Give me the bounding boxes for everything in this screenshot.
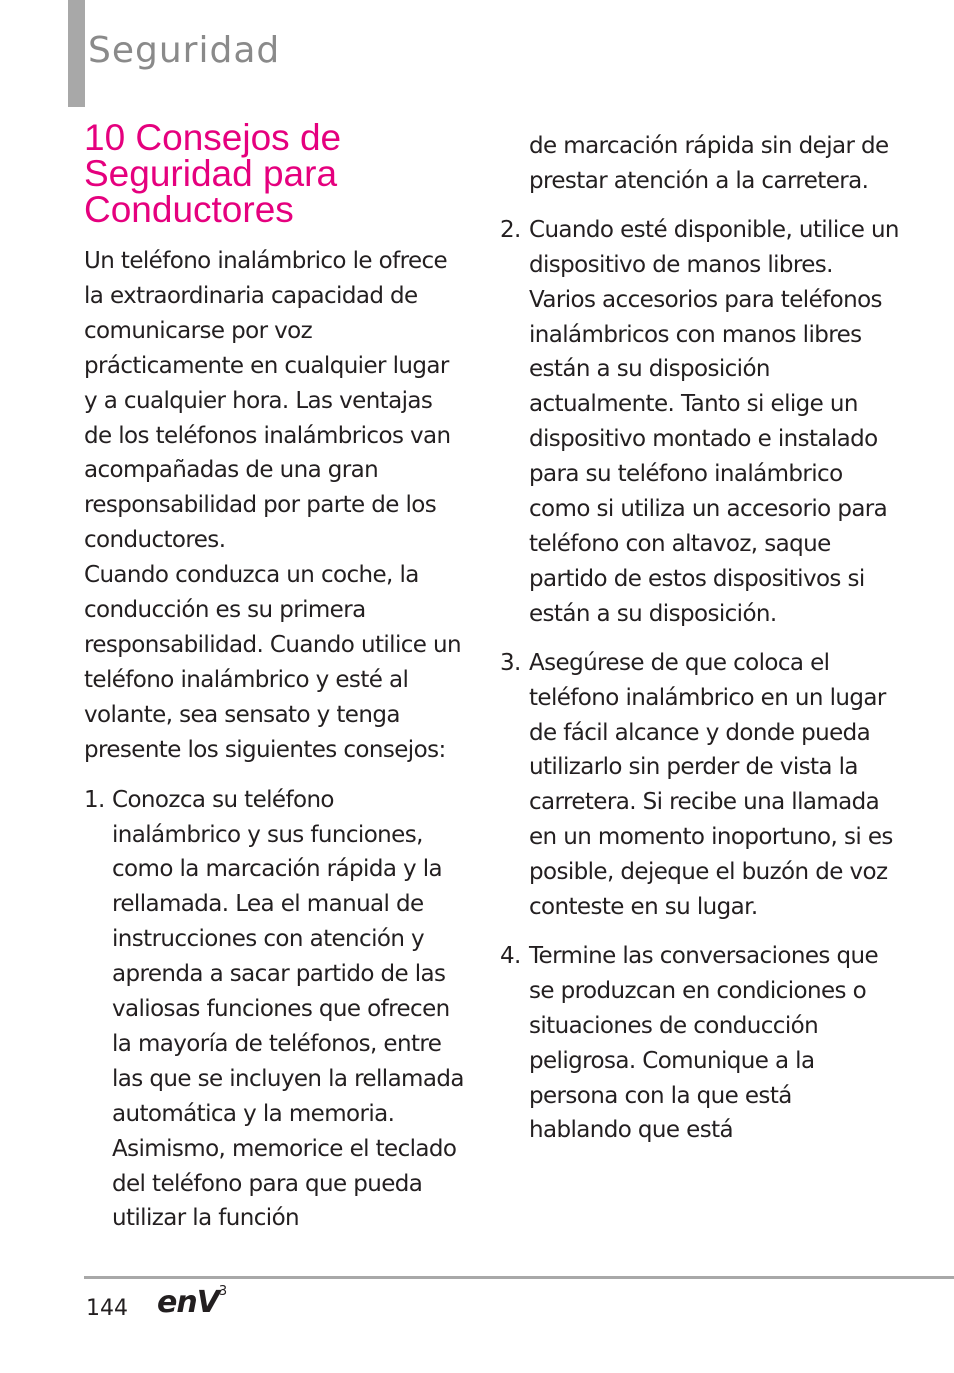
section-tab-bar <box>68 0 85 107</box>
tip-text: de marcación rápida sin dejar de prestar atención a la carretera. <box>529 133 889 194</box>
tips-list-continued <box>500 213 900 1149</box>
right-column <box>500 115 900 1148</box>
env3-logo <box>157 1284 226 1320</box>
tips-list <box>84 783 464 1237</box>
page-number: 144 <box>86 1296 128 1321</box>
intro-paragraph-2: Cuando conduzca un coche, la conducción es su primera responsabilidad. Cuando utilice un teléfono inalámbrico y esté al volante, sea sensato y tenga presente los siguientes consejos: <box>84 562 462 763</box>
page-title: 10 Consejos de Seguridad para Conductores <box>84 117 342 230</box>
tip-item-1 <box>84 783 464 1237</box>
tip-item-3 <box>500 646 900 925</box>
intro-paragraph-1: Un teléfono inalámbrico le ofrece la extraordinaria capacidad de comunicarse por voz prácticamente en cualquier lugar y a cualquier hora. Las ventajas de los teléfonos inalámbricos van acompañadas de una gran responsabilidad por parte de los conductores. <box>84 248 451 554</box>
tip-number: 1. <box>84 786 105 813</box>
tip-text: Conozca su teléfono inalámbrico y sus funciones, como la marcación rápida y la rellamada. Lea el manual de instrucciones con atención y aprenda a sacar partido de las valiosas funciones que ofrecen la mayoría de teléfonos, entre las que se incluyen la rellamada automática y la memoria. Asimismo, memorice el teclado del teléfono para que pueda utilizar la función <box>112 786 464 1232</box>
tip-item-1-continuation <box>500 129 900 199</box>
tip-number: 3. <box>500 649 521 676</box>
tip-number: 2. <box>500 216 521 243</box>
left-column <box>84 244 464 1236</box>
tip-item-4 <box>500 939 900 1148</box>
logo-text: enV <box>157 1285 219 1320</box>
footer-divider <box>84 1276 954 1279</box>
logo-superscript: 3 <box>218 1284 227 1299</box>
tip-text: Asegúrese de que coloca el teléfono inalámbrico en un lugar de fácil alcance y donde pueda utilizarlo sin perder de vista la carretera. Si recibe una llamada en un momento inoportuno, si es posible, dejeque el buzón de voz conteste en su lugar. <box>529 649 893 921</box>
tip-text: Termine las conversaciones que se produzcan en condiciones o situaciones de conducción peligrosa. Comunique a la persona con la que está hablando que está <box>529 942 879 1144</box>
tip-number: 4. <box>500 942 521 969</box>
tip-item-2 <box>500 213 900 632</box>
tip-text: Cuando esté disponible, utilice un dispositivo de manos libres. Varios accesorios para teléfonos inalámbricos con manos libres están a su disposición actualmente. Tanto si elige un dispositivo montado e instalado para su teléfono inalámbrico como si utiliza un accesorio para teléfono con altavoz, saque partido de estos dispositivos si están a su disposición. <box>529 216 899 627</box>
section-header: Seguridad <box>88 30 281 71</box>
